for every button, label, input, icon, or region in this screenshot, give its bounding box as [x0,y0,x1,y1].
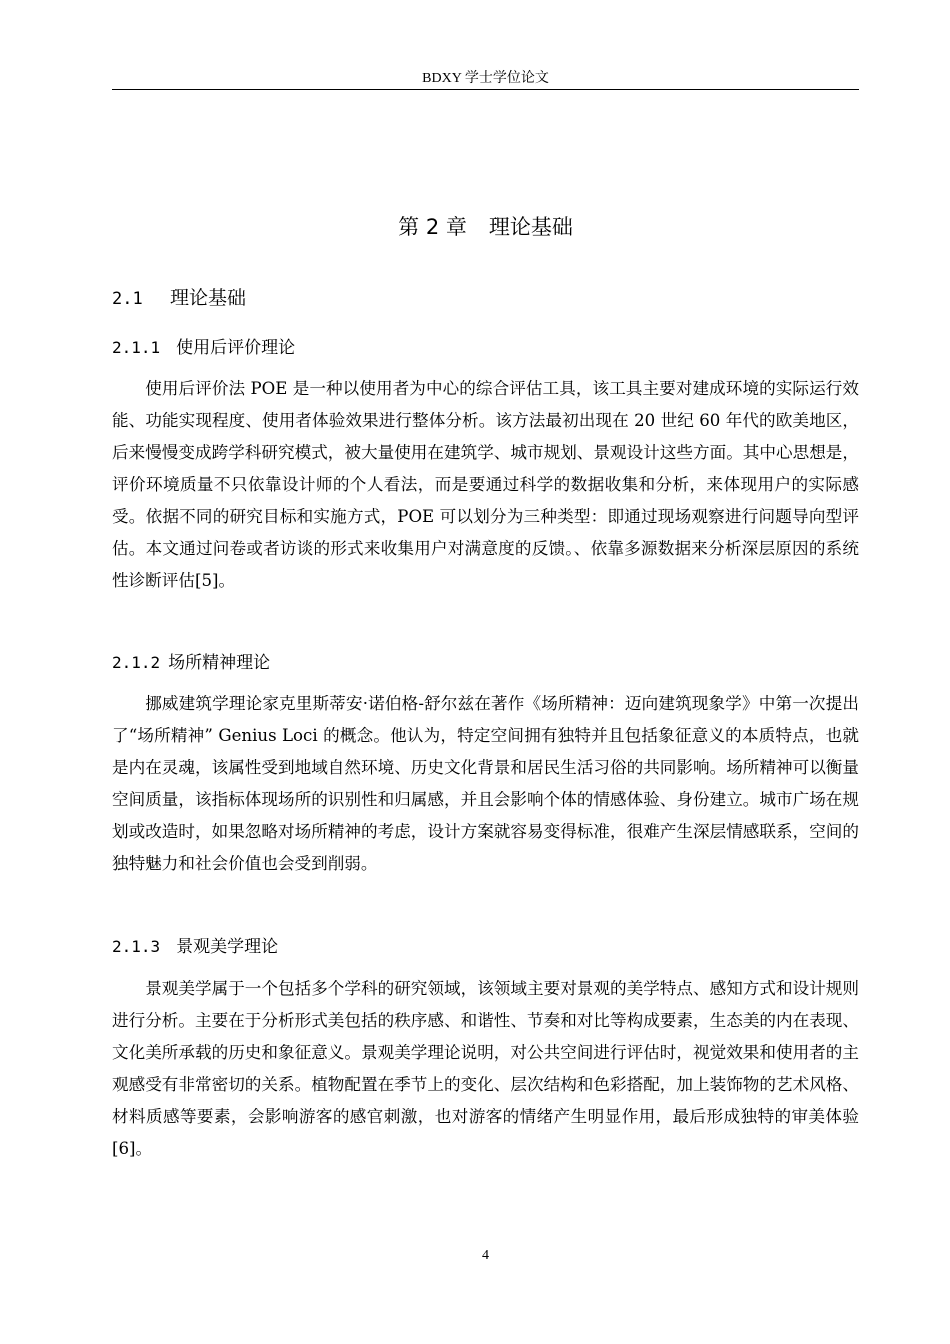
section-number: 2.1 [112,289,143,309]
header-rule [112,89,859,90]
subsection-heading-2-1-3 [112,935,278,959]
paragraph-poe: 使用后评价法 POE 是一种以使用者为中心的综合评估工具，该工具主要对建成环境的实际运行效能、功能实现程度、使用者体验效果进行整体分析。该方法最初出现在 20 世纪 60 年代的欧美地区，后来慢慢变成跨学科研究模式，被大量使用在建筑学、城市规划、景观设计这些方面。其中心思想是，评价环境质量不只依靠设计师的个人看法，而是要通过科学的数据收集和分析，来体现用户的实际感受。依据不同的研究目标和实施方式，POE 可以划分为三种类型：即通过现场观察进行问题导向型评估。本文通过问卷或者访谈的形式来收集用户对满意度的反馈。、依靠多源数据来分析深层原因的系统性诊断评估[5]。 [112,379,859,590]
subsection-title: 场所精神理论 [168,653,271,673]
section-heading-2-1 [112,285,246,312]
page-number: 4 [482,1248,489,1263]
subsection-title: 使用后评价理论 [176,338,296,358]
subsection-number: 2.1.1 [112,338,161,357]
section-title: 理论基础 [170,287,247,309]
subsection-title: 景观美学理论 [176,937,279,957]
subsection-heading-2-1-2 [112,651,270,675]
chapter-name: 理论基础 [488,215,573,239]
chapter-title [112,212,859,242]
paragraph-genius-loci: 挪威建筑学理论家克里斯蒂安·诺伯格-舒尔兹在著作《场所精神：迈向建筑现象学》中第一次提出了“场所精神” Genius Loci 的概念。他认为，特定空间拥有独特并且包括象征意义的本质特点，也就是内在灵魂，该属性受到地域自然环境、历史文化背景和居民生活习俗的共同影响。场所精神可以衡量空间质量，该指标体现场所的识别性和归属感，并且会影响个体的情感体验、身份建立。城市广场在规划或改造时，如果忽略对场所精神的考虑，设计方案就容易变得标准，很难产生深层情感联系，空间的独特魅力和社会价值也会受到削弱。 [112,694,859,873]
subsection-number: 2.1.3 [112,937,161,956]
chapter-number: 第 2 章 [398,215,467,239]
paragraph-landscape-aesthetics: 景观美学属于一个包括多个学科的研究领域，该领域主要对景观的美学特点、感知方式和设计规则进行分析。主要在于分析形式美包括的秩序感、和谐性、节奏和对比等构成要素，生态美的内在表现、文化美所承载的历史和象征意义。景观美学理论说明，对公共空间进行评估时，视觉效果和使用者的主观感受有非常密切的关系。植物配置在季节上的变化、层次结构和色彩搭配，加上装饰物的艺术风格、材料质感等要素，会影响游客的感官刺激，也对游客的情绪产生明显作用，最后形成独特的审美体验[6]。 [112,979,859,1158]
subsection-heading-2-1-1 [112,336,295,360]
running-header: BDXY 学士学位论文 [422,71,549,86]
subsection-number: 2.1.2 [112,653,161,672]
